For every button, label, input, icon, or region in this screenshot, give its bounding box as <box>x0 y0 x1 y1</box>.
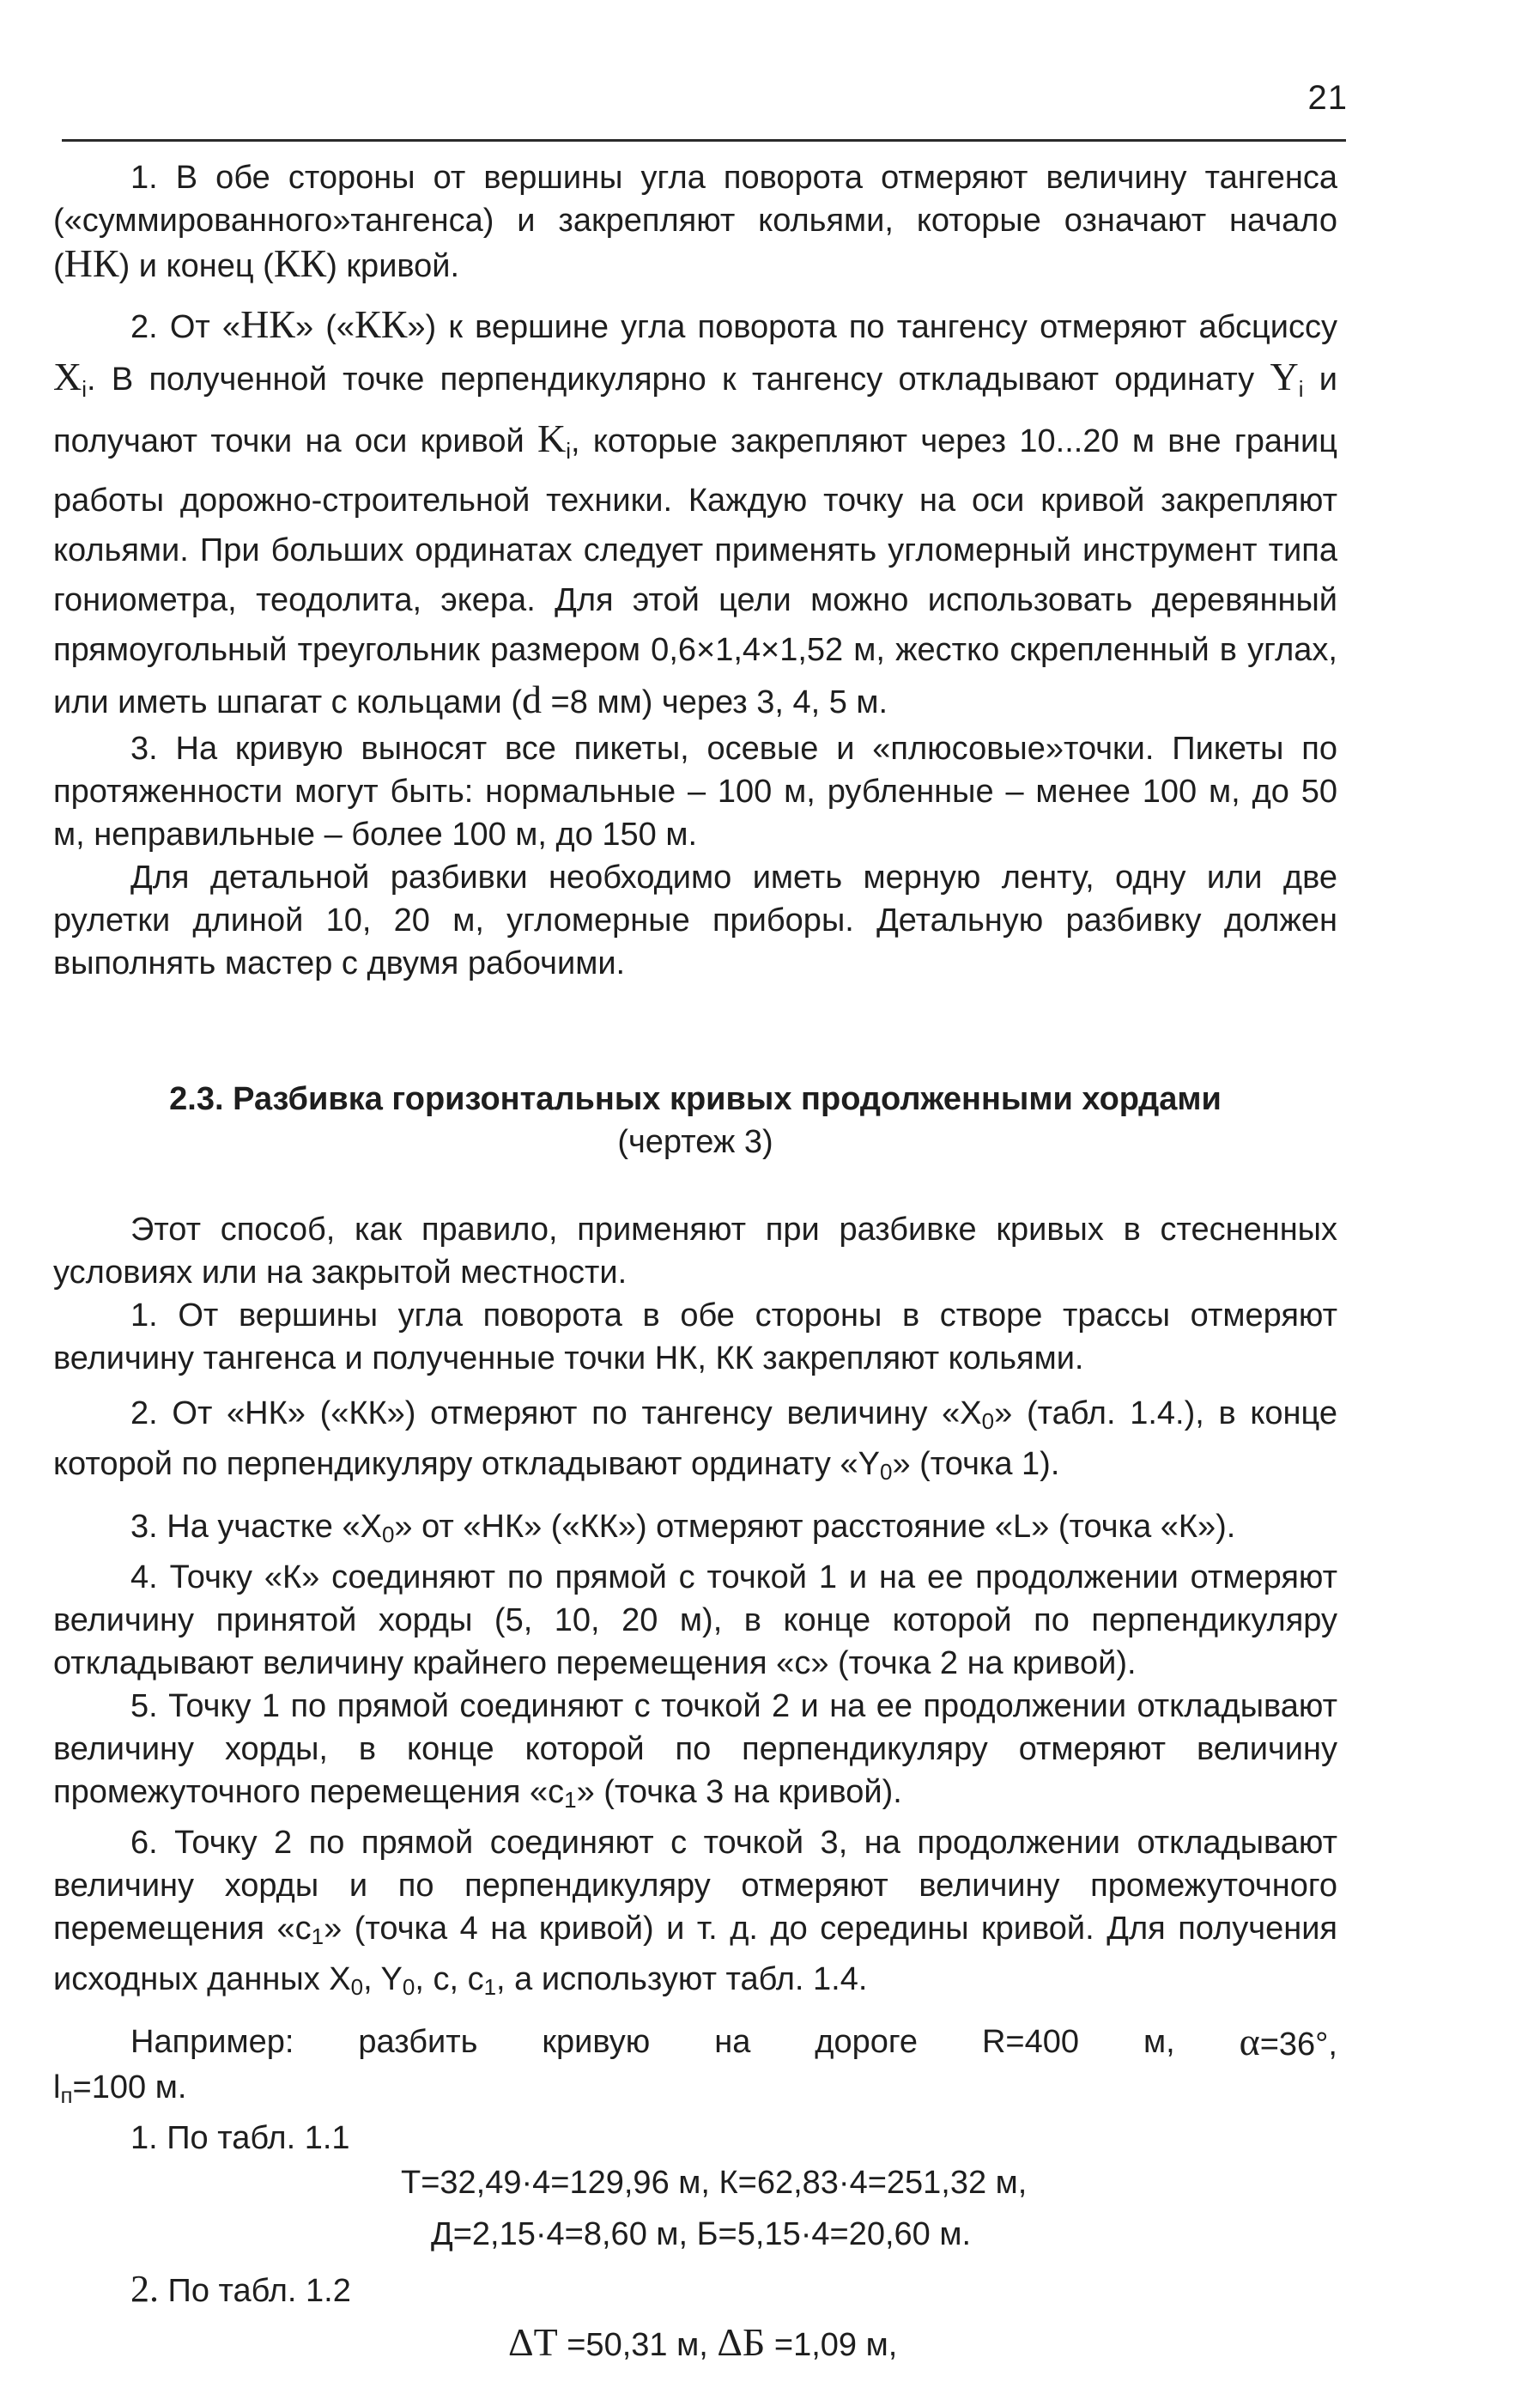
formula-3: ΔТ =50,31 м, ΔБ =1,09 м, <box>508 2320 898 2364</box>
example-line: Например: разбить кривую на дороге R=400 м, α=36°, <box>130 2020 1337 2063</box>
page-number: 21 <box>1307 79 1348 117</box>
section-subtitle: (чертеж 3) <box>617 1124 773 1160</box>
x-i-symbol: X <box>53 355 82 398</box>
delta-b-symbol: ΔБ <box>717 2320 766 2364</box>
paragraph-item-2: 2. От «НК» («КК») отмеряют по тангенсу величину «X0» (табл. 1.4.), в конце которой по перпендикуляру откладывают ординату «Y0» (точка 1). <box>53 1395 1337 1485</box>
paragraph-step-1: 1. В обе стороны от вершины угла поворота отмеряют величину тангенса («суммированного»тангенса) и закрепляют кольями, которые означают начало (НК) и конец (КК) кривой. <box>53 160 1337 285</box>
section-title: 2.3. Разбивка горизонтальных кривых продолженными хордами <box>169 1081 1222 1117</box>
paragraph-step-2: 2. От «НК» («КК») к вершине угла поворота по тангенсу отмеряют абсциссу $X_i$. В полученной точке перпендикулярно к тангенсу откладывают ординату $Y_i$ и получают точки на оси кривой $K_i$, которые закрепляют через 10...20 м вне границ работы дорожно-строительной техники. Каждую точку на оси кривой закрепляют кольями. При больших ординатах следует применять угломерный инструмент типа гониометра, теодолита, экера. Для этой цели можно использовать деревянный прямоугольный треугольник размером 0,6×1,4×1,52 м, жестко скрепленный в углах, или иметь шпагат с кольцами (d =8 мм) через 3, 4, 5 м. <box>53 302 1337 721</box>
page-body <box>53 156 1337 2367</box>
k-i-symbol: K <box>537 416 567 460</box>
header-rule <box>62 139 1346 142</box>
paragraph-equipment: Для детальной разбивки необходимо иметь мерную ленту, одну или две рулетки длиной 10, 20 м, угломерные приборы. Детальную разбивку должен выполнять мастер с двумя рабочими. <box>53 860 1337 981</box>
delta-t-symbol: ΔТ <box>508 2320 558 2364</box>
paragraph-item-5: 5. Точку 1 по прямой соединяют с точкой 2 и на ее продолжении откладывают величину хорды, в конце которой по перпендикуляру отмеряют величину промежуточного перемещения «с1» (точка 3 на кривой). <box>53 1688 1337 1813</box>
paragraph-intro: Этот способ, как правило, применяют при разбивке кривых в стесненных условиях или на закрытой местности. <box>53 1212 1337 1291</box>
kk-symbol: КК <box>273 241 327 285</box>
formula-2: Д=2,15·4=8,60 м, Б=5,15·4=20,60 м. <box>431 2216 972 2252</box>
alpha-symbol: α <box>1239 2020 1260 2063</box>
nk-symbol: НК <box>64 241 119 285</box>
paragraph-item-6: 6. Точку 2 по прямой соединяют с точкой 3, на продолжении откладывают величину хорды и по перпендикуляру отмеряют величину промежуточного перемещения «с1» (точка 4 на кривой) и т. д. до середины кривой. Для получения исходных данных X0, Y0, с, с1, а используют табл. 1.4. <box>53 1825 1337 2000</box>
paragraph-step-3: 3. На кривую выносят все пикеты, осевые и «плюсовые»точки. Пикеты по протяженности могут быть: нормальные – 100 м, рубленные – менее 100 м, до 50 м, неправильные – более 100 м, до 150 м. <box>53 731 1337 853</box>
example-lp: lп=100 м. <box>53 2069 187 2108</box>
example-step-1: 1. По табл. 1.1 <box>130 2120 350 2156</box>
y-i-symbol: Y <box>1270 355 1299 398</box>
example-step-2: 2. По табл. 1.2 <box>130 2268 351 2310</box>
paragraph-item-4: 4. Точку «К» соединяют по прямой с точкой 1 и на ее продолжении отмеряют величину принятой хорды (5, 10, 20 м), в конце которой по перпендикуляру откладывают величину крайнего перемещения «с» (точка 2 на кривой). <box>53 1559 1337 1681</box>
paragraph-item-3: 3. На участке «X0» от «НК» («КК») отмеряют расстояние «L» (точка «К»). <box>130 1509 1236 1547</box>
formula-1: Т=32,49·4=129,96 м, К=62,83·4=251,32 м, <box>401 2165 1028 2201</box>
paragraph-item-1: 1. От вершины угла поворота в обе стороны в створе трассы отмеряют величину тангенса и полученные точки НК, КК закрепляют кольями. <box>53 1297 1337 1376</box>
d-symbol: d <box>522 677 542 721</box>
